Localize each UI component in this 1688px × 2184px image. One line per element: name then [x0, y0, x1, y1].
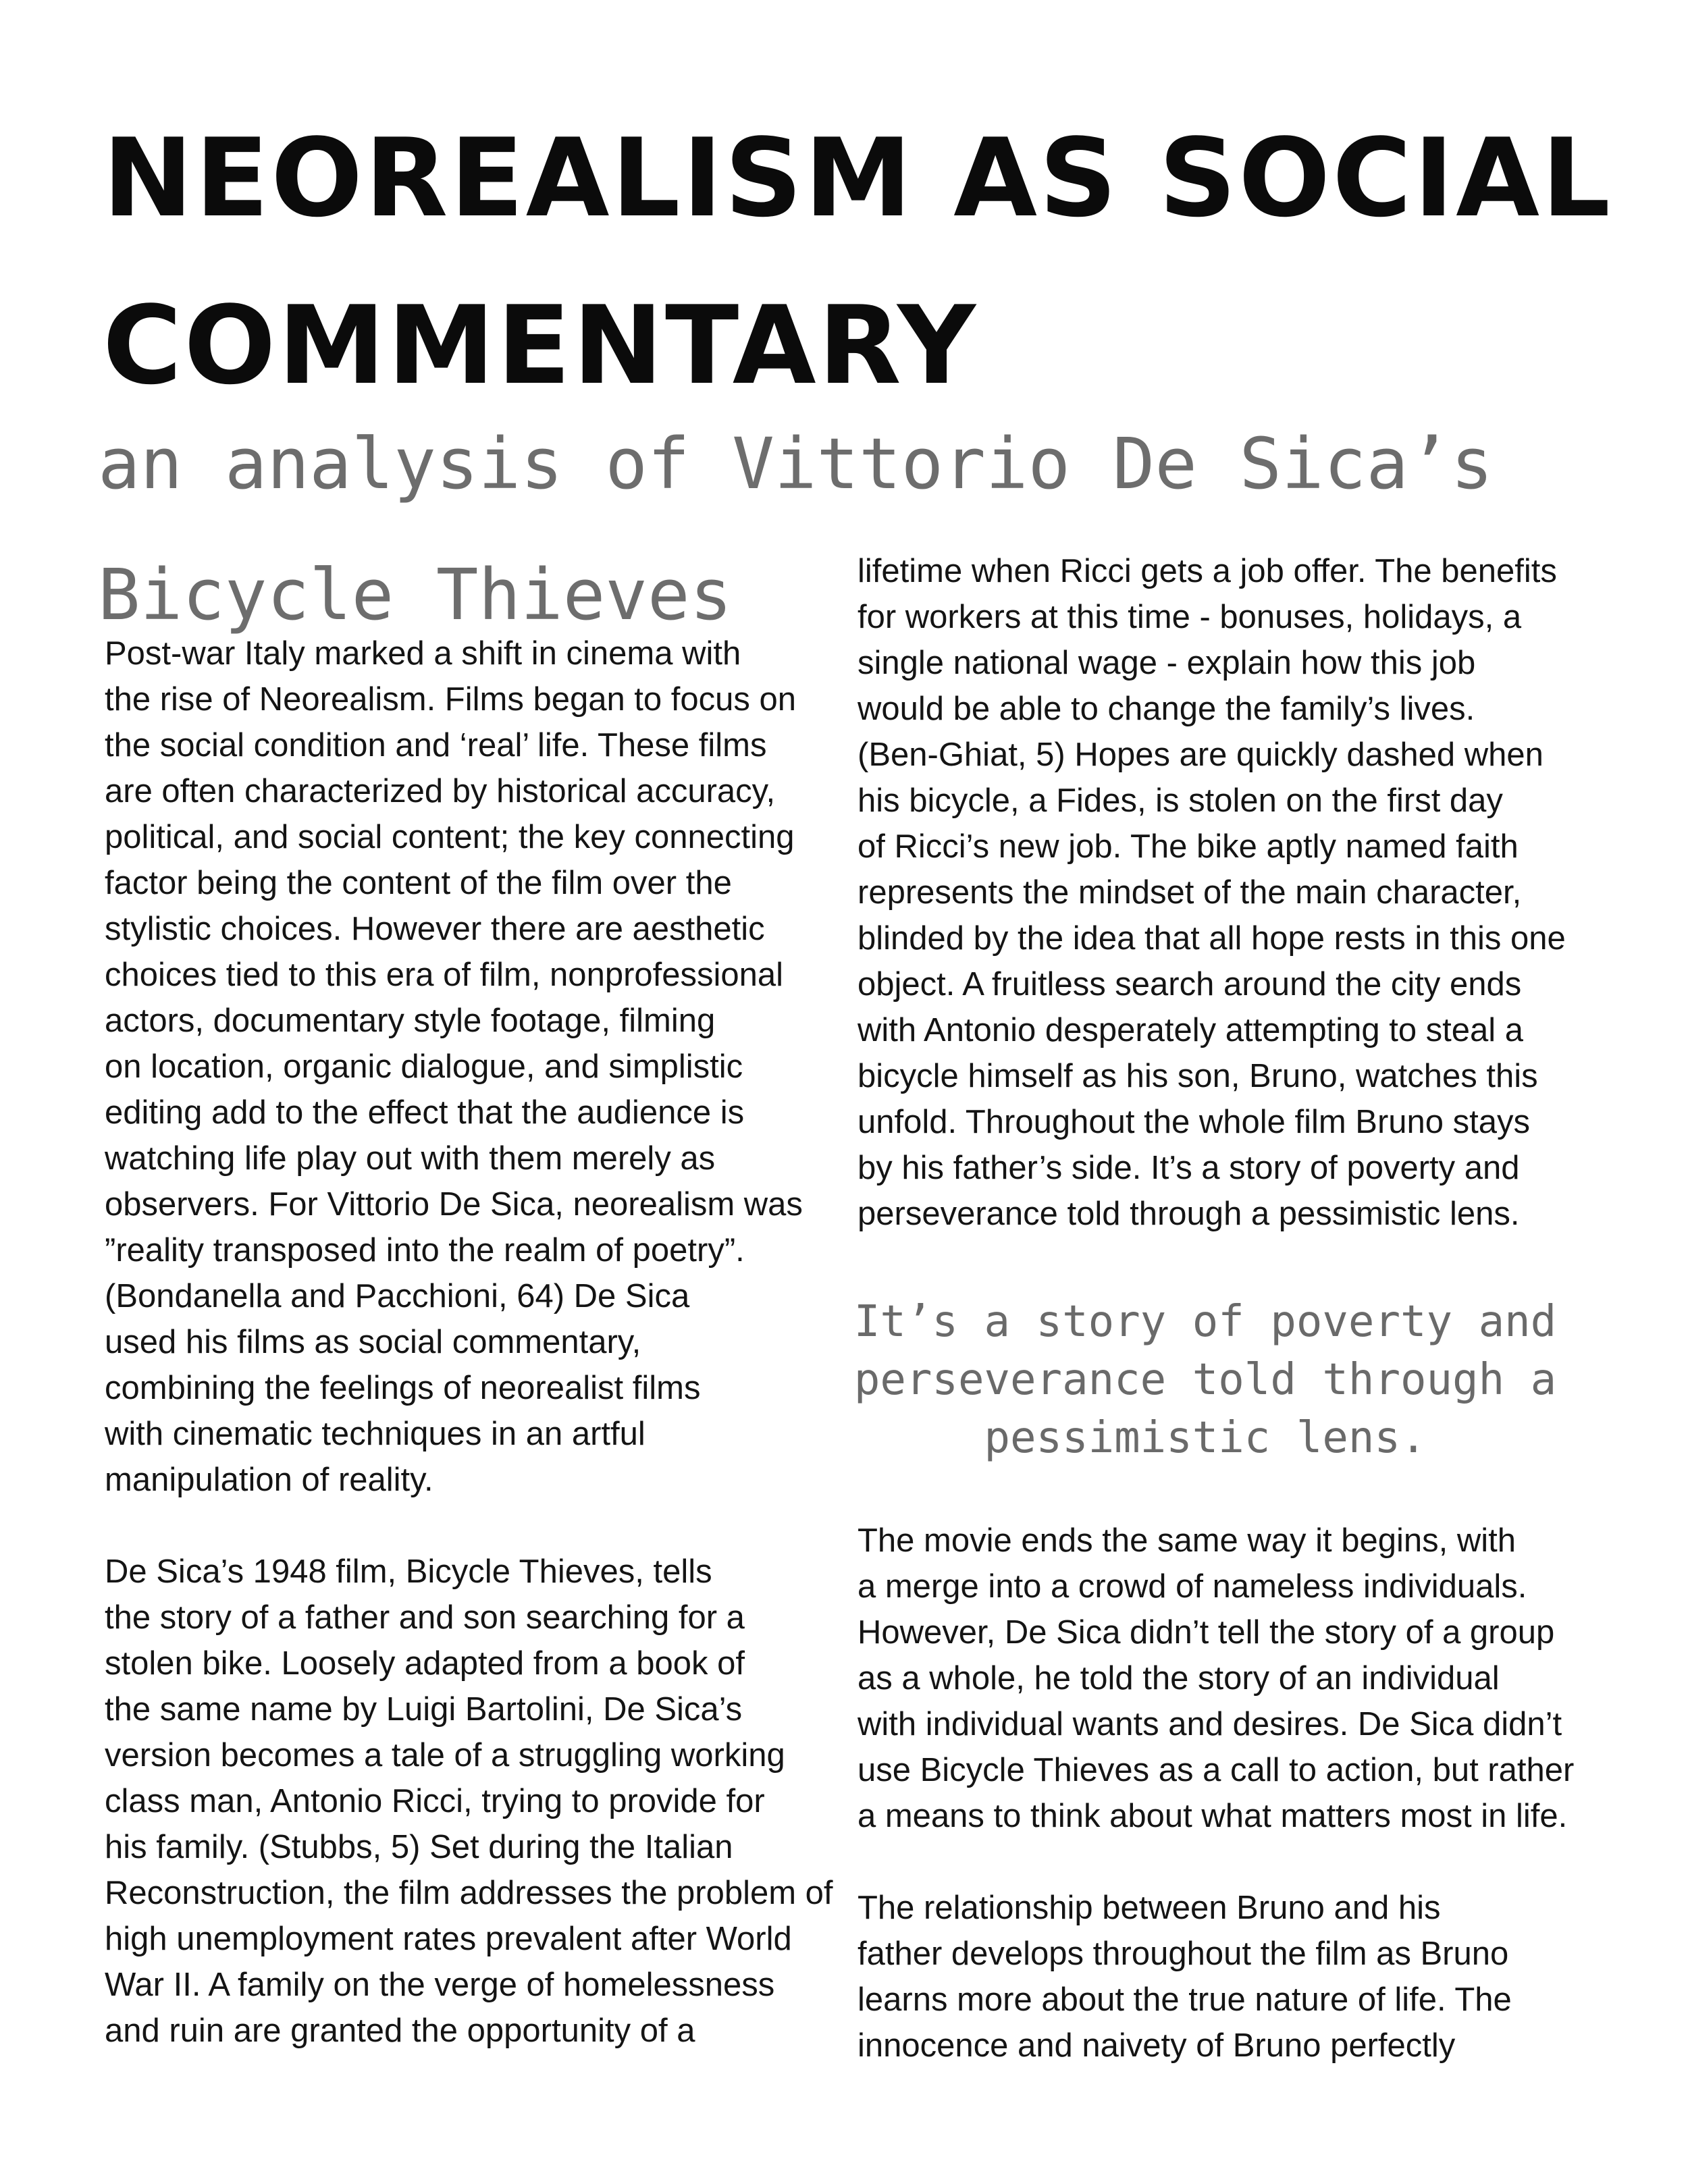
article-subtitle: an analysis of Vittorio De Sica’s Bicycle Thieves	[98, 423, 1494, 636]
pull-quote: It’s a story of poverty and perseverance told through a pessimistic lens.	[853, 1297, 1557, 1463]
left-column	[105, 631, 854, 2054]
body-paragraph-continuation: lifetime when Ricci gets a job offer. The benefits for workers at this time - bonuses, holidays, a single national wage - explain how this job would be able to change the family’s lives. (Ben-Ghiat, 5) Hopes are quickly dashed when his bicycle, a Fides, is stolen on the first day of Ricci’s new job. The bike aptly named faith represents the mindset of the main character, blinded by the idea that all hope rests in this one object. A fruitless search around the city ends with Antonio desperately attempting to steal a bicycle himself as his son, Bruno, watches this unfold. Throughout the whole film Bruno stays by his father’s side. It’s a story of poverty and perseverance told through a pessimistic lens.	[858, 553, 1566, 1232]
body-paragraph-relationship: The relationship between Bruno and his father develops throughout the film as Bruno learns more about the true nature of life. The innocence and naivety of Bruno perfectly	[858, 1890, 1512, 2064]
right-column-top	[858, 548, 1593, 1237]
article-title: NEOREALISM AS SOCIAL COMMENTARY	[103, 115, 1612, 408]
right-column-bottom	[858, 1518, 1593, 2069]
body-paragraph-ending: The movie ends the same way it begins, with a merge into a crowd of nameless individuals. However, De Sica didn’t tell the story of a group as a whole, he told the story of an individual with individual wants and desires. De Sica didn’t use Bicycle Thieves as a call to action, but rather a means to think about what matters most in life.	[858, 1522, 1575, 1834]
body-paragraph-film-summary: De Sica’s 1948 film, Bicycle Thieves, tells the story of a father and son searching for a stolen bike. Loosely adapted from a book of the same name by Luigi Bartolini, De Sica’s version becomes a tale of a struggling working class man, Antonio Ricci, trying to provide for his family. (Stubbs, 5) Set during the Italian Reconstruction, the film addresses the problem of high unemployment rates prevalent after World War II. A family on the verge of homelessness and ruin are granted the opportunity of a	[105, 1553, 833, 2049]
body-paragraph-intro: Post-war Italy marked a shift in cinema with the rise of Neorealism. Films began to focus on the social condition and ‘real’ life. These films are often characterized by historical accuracy, political, and social content; the key connecting factor being the content of the film over the stylistic choices. However there are aesthetic choices tied to this era of film, nonprofessional actors, documentary style footage, filming on location, organic dialogue, and simplistic editing add to the effect that the audience is watching life play out with them merely as observers. For Vittorio De Sica, neorealism was ”reality transposed into the realm of poetry”. (Bondanella and Pacchioni, 64) De Sica used his films as social commentary, combining the feelings of neorealist films with cinematic techniques in an artful manipulation of reality.	[105, 635, 803, 1498]
paragraph-gap	[105, 1503, 854, 1549]
paragraph-gap	[858, 1839, 1593, 1885]
